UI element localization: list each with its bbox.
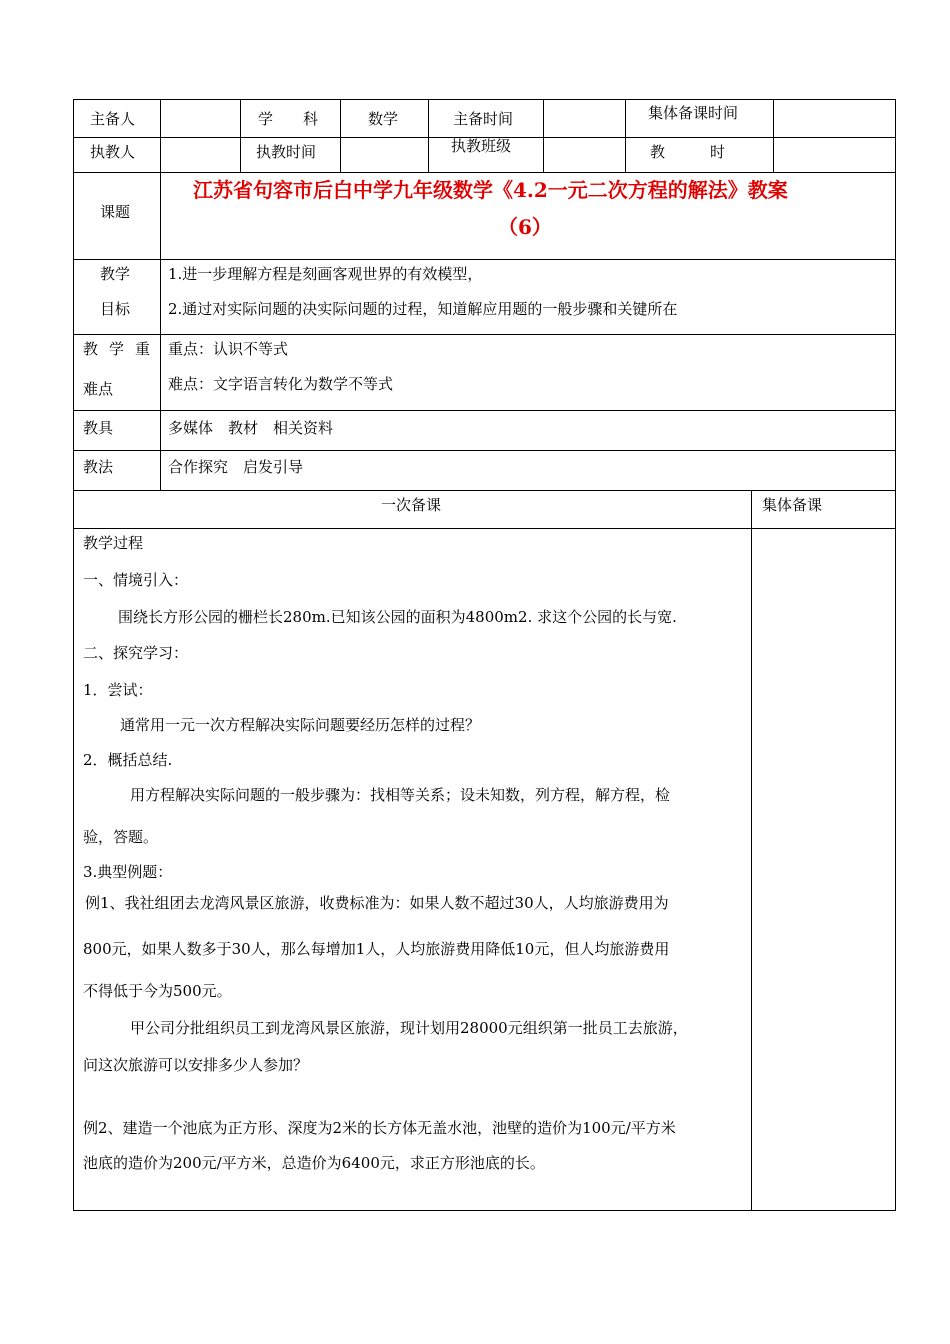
- subject-label: 学 科: [258, 110, 319, 128]
- group-time-label: 集体备课时间: [648, 104, 739, 122]
- goal-item: 1.进一步理解方程是刻画客观世界的有效模型，: [168, 265, 483, 283]
- goal-item: 2.通过对实际问题的决实际问题的过程，知道解应用题的一般步骤和关键所在: [168, 300, 678, 318]
- col-divider: [160, 99, 161, 490]
- tools-label: 教具: [83, 419, 114, 437]
- teacher-label: 执教人: [90, 143, 136, 161]
- method-label: 教法: [83, 458, 114, 476]
- col-divider: [543, 99, 544, 172]
- process-heading: 教学过程: [83, 534, 144, 552]
- row-divider: [73, 490, 896, 491]
- col-divider: [240, 99, 241, 172]
- row-divider: [73, 334, 896, 335]
- col-divider: [428, 99, 429, 172]
- teach-time-label: 执教时间: [256, 143, 317, 161]
- page-title-suffix: （6）: [498, 215, 552, 239]
- preparer-label: 主备人: [90, 110, 136, 128]
- example-text: 不得低于今为500元。: [83, 982, 232, 1000]
- class-label: 执教班级: [451, 137, 512, 155]
- row-divider: [73, 450, 896, 451]
- focus-label-2: 难点: [83, 380, 114, 398]
- example-text: 问这次旅游可以安排多少人参加？: [83, 1056, 309, 1074]
- section-heading: 一、情境引入：: [83, 571, 189, 589]
- method-value: 合作探究 启发引导: [168, 458, 304, 476]
- focus-key: 重点：认识不等式: [168, 340, 289, 358]
- section-heading: 二、探究学习：: [83, 644, 189, 662]
- row-divider: [73, 172, 896, 173]
- tools-value: 多媒体 教材 相关资料: [168, 419, 334, 437]
- col-divider: [625, 99, 626, 172]
- row-divider: [73, 410, 896, 411]
- row-divider: [73, 528, 896, 529]
- subsection-heading: 3.典型例题：: [83, 863, 173, 881]
- example-text: 800元，如果人数多于30人，那么每增加1人，人均旅游费用降低10元，但人均旅游费用: [83, 940, 670, 958]
- example-text: 例2、建造一个池底为正方形、深度为2米的长方体无盖水池，池壁的造价为100元/平方米: [83, 1119, 676, 1137]
- subsection-heading: 2．概括总结.: [83, 751, 173, 769]
- col-divider: [773, 99, 774, 172]
- group-prep-header: 集体备课: [762, 496, 823, 514]
- subsection-heading: 1．尝试：: [83, 681, 153, 699]
- example-text: 甲公司分批组织员工到龙湾风景区旅游，现计划用28000元组织第一批员工去旅游，: [130, 1019, 688, 1037]
- paragraph: 用方程解决实际问题的一般步骤为：找相等关系；设未知数，列方程，解方程，检: [130, 786, 671, 804]
- paragraph: 验，答题。: [83, 828, 159, 846]
- topic-label: 课题: [100, 203, 131, 221]
- first-prep-header: 一次备课: [381, 496, 442, 514]
- prep-time-label: 主备时间: [453, 110, 514, 128]
- goals-label: 教学: [100, 265, 131, 283]
- hours-label: 教 时: [650, 143, 726, 161]
- goals-label-2: 目标: [100, 300, 131, 318]
- example-text: 例1、我社组团去龙湾风景区旅游，收费标准为：如果人数不超过30人，人均旅游费用为: [85, 894, 669, 912]
- subject-value: 数学: [368, 110, 399, 128]
- col-divider: [751, 490, 752, 1211]
- row-divider: [73, 259, 896, 260]
- focus-difficulty: 难点：文字语言转化为数学不等式: [168, 375, 394, 393]
- example-text: 池底的造价为200元/平方米，总造价为6400元，求正方形池底的长。: [83, 1154, 545, 1172]
- page-title: 江苏省句容市后白中学九年级数学《4.2一元二次方程的解法》教案: [193, 178, 788, 202]
- paragraph: 通常用一元一次方程解决实际问题要经历怎样的过程？: [120, 716, 481, 734]
- paragraph: 围绕长方形公园的栅栏长280m.已知该公园的面积为4800m2. 求这个公园的长与宽.: [118, 608, 677, 626]
- focus-label: 教学重: [83, 340, 162, 358]
- col-divider: [340, 99, 341, 172]
